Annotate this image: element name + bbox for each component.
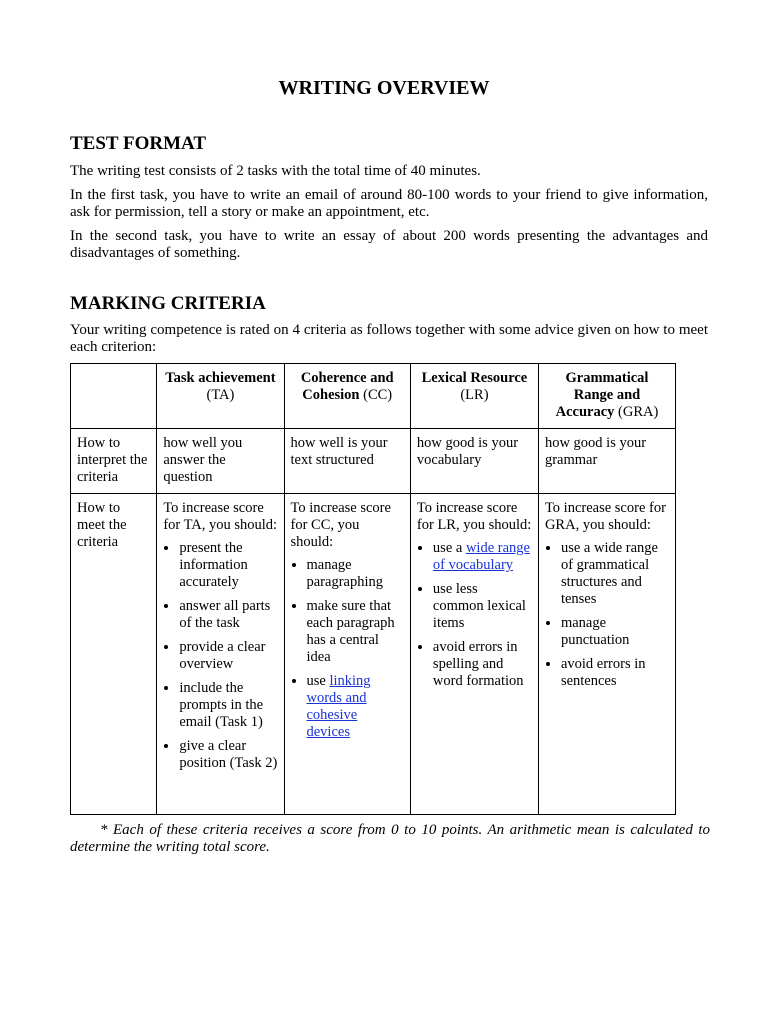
criteria-table: [70, 363, 676, 815]
interpret-gra-cell: how good is your grammar: [538, 429, 675, 494]
meet-cc-cell: [284, 494, 410, 815]
header-lexical-resource: [410, 364, 538, 429]
test-format-paragraph-2: In the first task, you have to write an email of around 80-100 words to your friend to give information, ask for permission, tell a story or make an appointment, etc.: [70, 187, 708, 220]
header-abbr: (CC): [363, 387, 393, 403]
ta-bullet-list: [163, 540, 277, 772]
row-label-interpret: How to interpret the criteria: [71, 429, 157, 494]
list-item: • use a wide range of grammatical structures and tenses: [561, 540, 669, 608]
list-item: • provide a clear overview: [179, 639, 277, 673]
cc-bullet-list: [291, 557, 404, 741]
meet-lr-lead: To increase score for LR, you should:: [416, 500, 532, 533]
list-item: • manage punctuation: [561, 615, 669, 649]
header-bold: Task achievement: [165, 370, 276, 386]
marking-criteria-intro: Your writing competence is rated on 4 criteria as follows together with some advice given on how to meet each criterion:: [70, 322, 708, 355]
meet-cc-lead: To increase score for CC, you should:: [290, 500, 391, 550]
gra-bullet-list: [545, 540, 669, 690]
header-bold: Coherence and Cohesion: [300, 370, 394, 403]
interpret-cc-cell: how well is your text structured: [284, 429, 410, 494]
meet-ta-lead: To increase score for TA, you should:: [163, 500, 278, 533]
header-abbr: (GRA): [618, 404, 659, 420]
list-item: • make sure that each paragraph has a central idea: [307, 598, 404, 666]
header-abbr: (LR): [460, 387, 489, 403]
header-empty-cell: [71, 364, 157, 429]
header-grammatical-range: [538, 364, 675, 429]
wide-range-vocabulary-link[interactable]: wide range of vocabulary: [432, 540, 530, 573]
header-bold: Grammatical Range and Accuracy: [555, 370, 649, 420]
test-format-paragraph-1: The writing test consists of 2 tasks with the total time of 40 minutes.: [70, 163, 481, 179]
meet-gra-lead: To increase score for GRA, you should:: [544, 500, 666, 533]
meet-gra-cell: [538, 494, 675, 815]
header-task-achievement: [157, 364, 284, 429]
bullet-prefix: use a: [432, 540, 466, 556]
meet-row: [71, 494, 676, 815]
list-item: • present the information accurately: [179, 540, 277, 591]
header-coherence-cohesion: [284, 364, 410, 429]
list-item: • avoid errors in sentences: [561, 656, 669, 690]
interpret-ta-cell: how well you answer the question: [157, 429, 284, 494]
list-item: • avoid errors in spelling and word formation: [433, 639, 532, 690]
header-abbr: (TA): [206, 387, 235, 403]
criteria-header-row: [71, 364, 676, 429]
list-item: • use less common lexical items: [433, 581, 532, 632]
list-item: • manage paragraphing: [307, 557, 404, 591]
list-item: • give a clear position (Task 2): [179, 738, 277, 772]
test-format-paragraph-3: In the second task, you have to write an essay of about 200 words presenting the advantages and disadvantages of something.: [70, 228, 708, 261]
list-item: • include the prompts in the email (Task 1): [179, 680, 277, 731]
marking-criteria-heading: MARKING CRITERIA: [70, 293, 266, 314]
header-bold: Lexical Resource: [421, 370, 528, 386]
list-item: [433, 540, 532, 574]
interpret-lr-cell: how good is your vocabulary: [410, 429, 538, 494]
linking-words-link[interactable]: linking words and cohesive devices: [306, 673, 371, 740]
bullet-prefix: use: [306, 673, 330, 689]
interpret-row: [71, 429, 676, 494]
list-item: [307, 673, 404, 741]
lr-bullet-list: [417, 540, 532, 690]
meet-lr-cell: [410, 494, 538, 815]
scoring-footnote: * Each of these criteria receives a score from 0 to 10 points. An arithmetic mean is calculated to determine the writing total score.: [70, 822, 710, 855]
test-format-heading: TEST FORMAT: [70, 133, 207, 154]
list-item: • answer all parts of the task: [179, 598, 277, 632]
row-label-meet: How to meet the criteria: [71, 494, 157, 815]
meet-ta-cell: [157, 494, 284, 815]
document-title: WRITING OVERVIEW: [278, 77, 490, 99]
